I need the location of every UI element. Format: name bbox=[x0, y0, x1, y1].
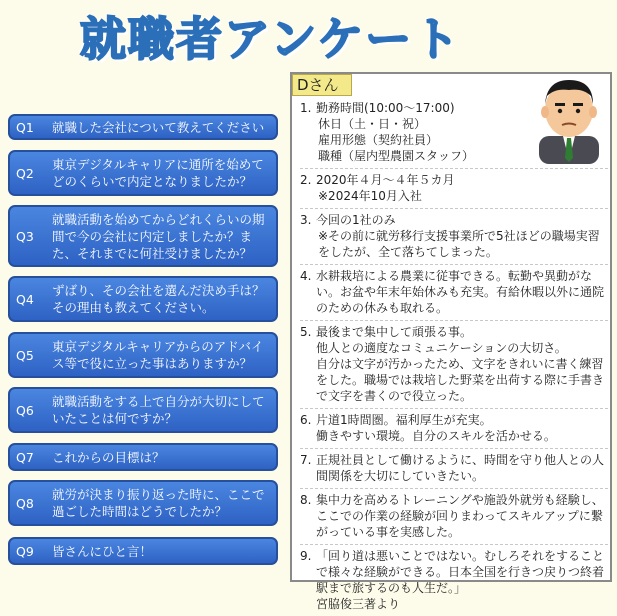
answer-line: 他人との適度なコミュニケーションの大切さ。 bbox=[316, 341, 567, 355]
divider bbox=[300, 544, 608, 545]
question-number: Q1 bbox=[16, 119, 34, 135]
question-number: Q4 bbox=[16, 291, 34, 307]
answer-line: 水耕栽培による農業に従事できる。転勤や異動がない。お盆や年末年始休みも充実。有給休暇以外に通院のための休みも取れる。 bbox=[316, 269, 605, 315]
answer-7 bbox=[300, 452, 608, 484]
question-q8 bbox=[8, 480, 278, 526]
divider bbox=[300, 264, 608, 265]
answer-number: 8. bbox=[300, 493, 312, 507]
answer-6 bbox=[300, 412, 608, 444]
answer-number: 5. bbox=[300, 325, 312, 339]
answer-line: 宮脇俊三著より bbox=[316, 597, 401, 611]
question-q7 bbox=[8, 443, 278, 471]
answer-number: 3. bbox=[300, 213, 312, 227]
answer-number: 9. bbox=[300, 549, 312, 563]
divider bbox=[300, 448, 608, 449]
answer-line: ※その前に就労移行支援事業所で5社ほどの職場実習をしたが、全て落ちてしまった。 bbox=[318, 229, 600, 259]
divider bbox=[300, 488, 608, 489]
question-number: Q9 bbox=[16, 543, 34, 559]
answer-line: 正規社員として働けるように、時間を守り他人との人間関係を大切にしていきたい。 bbox=[316, 453, 605, 483]
question-text: 就労が決まり振り返った時に、ここで過ごした時間はどうでしたか？ bbox=[52, 487, 265, 519]
answer-line: 最後まで集中して頑張る事。 bbox=[316, 325, 473, 339]
divider bbox=[300, 168, 608, 169]
answer-number: 2. bbox=[300, 173, 312, 187]
answer-4 bbox=[300, 268, 608, 316]
answer-number: 7. bbox=[300, 453, 312, 467]
question-q9 bbox=[8, 537, 278, 565]
question-text: 就職した会社について教えてください bbox=[52, 119, 265, 135]
answer-list bbox=[300, 100, 608, 616]
person-label: Dさん bbox=[292, 74, 352, 96]
question-number: Q7 bbox=[16, 449, 34, 465]
answer-line: 働きやすい環境。自分のスキルを活かせる。 bbox=[316, 429, 556, 443]
question-text: これからの目標は？ bbox=[52, 449, 165, 465]
question-text: ずばり、その会社を選んだ決め手は？その理由も教えてください。 bbox=[52, 283, 265, 315]
answer-line: 集中力を高めるトレーニングや施設外就労も経験し、ここでの作業の経験が回りまわってスキルアップに繋がっている事を実感した。 bbox=[316, 493, 604, 539]
question-q6 bbox=[8, 387, 278, 433]
question-number: Q3 bbox=[16, 228, 34, 244]
question-text: 皆さんにひと言！ bbox=[52, 543, 153, 559]
question-text: 就職活動を始めてからどれくらいの期間で今の会社に内定しましたか？また、それまでに何社受けましたか？ bbox=[52, 211, 265, 261]
question-number: Q2 bbox=[16, 165, 34, 181]
answer-9 bbox=[300, 548, 608, 612]
question-q2 bbox=[8, 150, 278, 196]
answer-line: 勤務時間(10:00～17:00) bbox=[316, 101, 455, 115]
answer-number: 1. bbox=[300, 101, 312, 115]
question-q5 bbox=[8, 332, 278, 378]
divider bbox=[300, 408, 608, 409]
answer-line: 片道1時間圏。福利厚生が充実。 bbox=[316, 413, 492, 427]
divider bbox=[300, 208, 608, 209]
answer-number: 4. bbox=[300, 269, 312, 283]
answer-line: 「回り道は悪いことではない。むしろそれをすることで様々な経験ができる。日本全国を行きつ戻りつ終着駅まで旅するのも人生だ。」 bbox=[316, 549, 605, 595]
divider bbox=[300, 320, 608, 321]
answer-line: 休日（土・日・祝） bbox=[318, 117, 427, 131]
question-number: Q8 bbox=[16, 495, 34, 511]
answer-2 bbox=[300, 172, 608, 204]
page-title: 就職者アンケート bbox=[80, 12, 462, 66]
question-number: Q5 bbox=[16, 347, 34, 363]
answer-3 bbox=[300, 212, 608, 260]
question-text: 東京デジタルキャリアに通所を始めてどのくらいで内定となりましたか？ bbox=[52, 157, 264, 189]
question-text: 東京デジタルキャリアからのアドバイス等で役に立った事はありますか？ bbox=[52, 339, 264, 371]
answer-8 bbox=[300, 492, 608, 540]
question-number: Q6 bbox=[16, 402, 34, 418]
answer-line: ※2024年10月入社 bbox=[318, 189, 422, 203]
answer-line: 自分は文字が汚かったため、文字をきれいに書く練習をした。職場では栽培した野菜を出荷する際に手書きで文字を書くので役立った。 bbox=[316, 357, 605, 403]
answer-line: 雇用形態（契約社員） bbox=[318, 133, 439, 147]
answer-number: 6. bbox=[300, 413, 312, 427]
question-q4 bbox=[8, 276, 278, 322]
answer-line: 今回の1社のみ bbox=[316, 213, 396, 227]
answer-line: 職種（屋内型農園スタッフ） bbox=[318, 149, 475, 163]
question-q1 bbox=[8, 114, 278, 140]
answer-1 bbox=[300, 100, 608, 164]
answer-5 bbox=[300, 324, 608, 404]
question-text: 就職活動をする上で自分が大切にしていたことは何ですか？ bbox=[52, 394, 265, 426]
answer-line: 2020年４月～４年５カ月 bbox=[316, 173, 455, 187]
question-q3 bbox=[8, 205, 278, 267]
